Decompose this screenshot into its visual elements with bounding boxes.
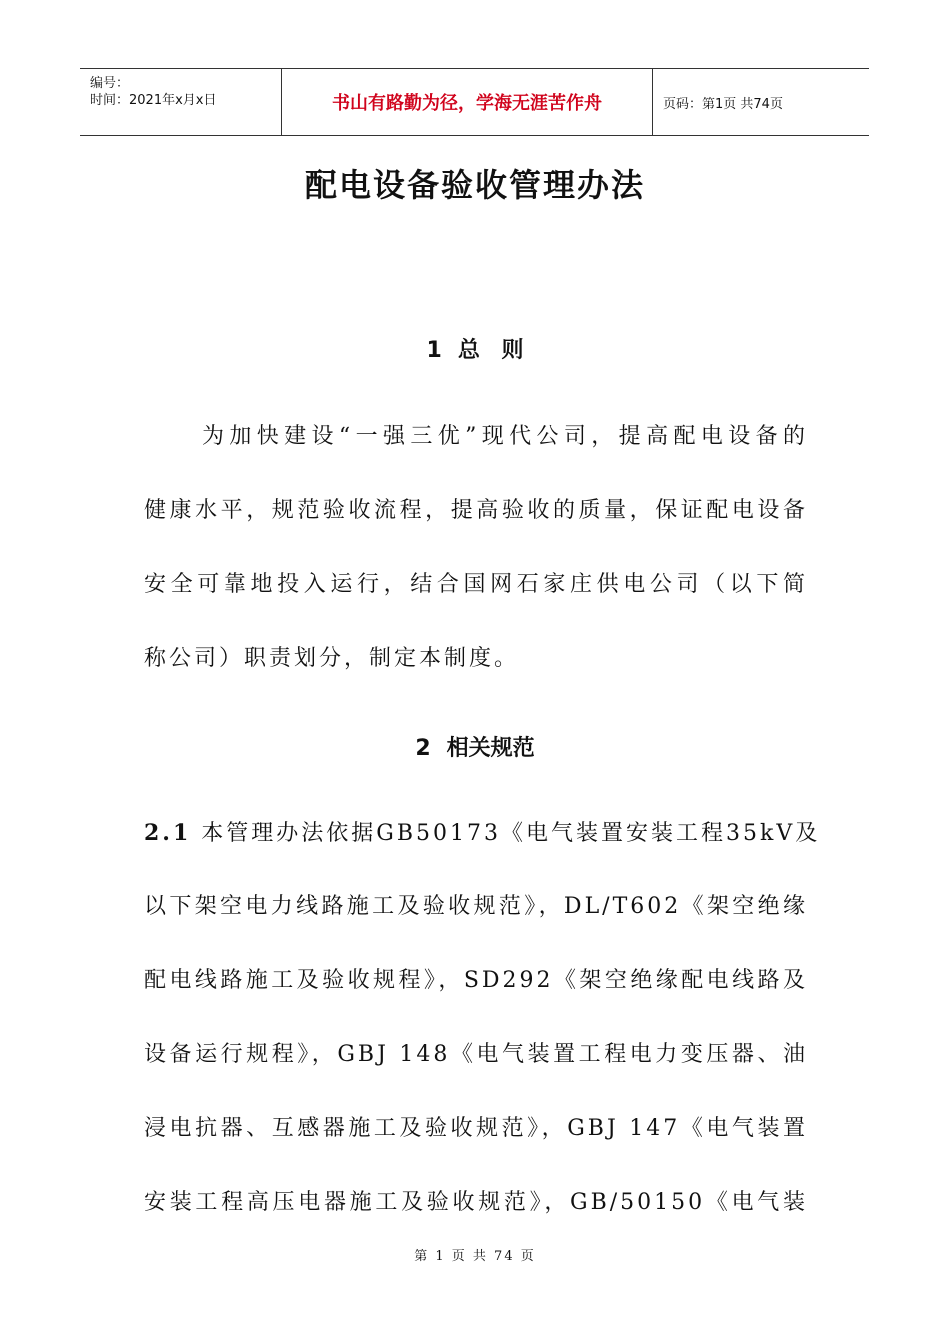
document-title: 配电设备验收管理办法 (304, 166, 645, 204)
paragraph-line (144, 796, 821, 870)
header-page-info: 页码：第1页 共74页 (663, 96, 783, 112)
section-heading-standards (0, 731, 950, 762)
section-number: 2 (415, 736, 431, 761)
header-info-cell (80, 69, 282, 135)
header-motto: 书山有路勤为径，学海无涯苦作舟 (282, 69, 653, 135)
paragraph-line: 设备运行规程》，GBJ 148《电气装置工程电力变压器、油 (144, 1042, 808, 1067)
paragraph-line: 健康水平，规范验收流程，提高验收的质量，保证配电设备 (144, 498, 808, 523)
document-header (80, 68, 869, 136)
header-number-label: 编号： (90, 76, 130, 91)
section-heading-general (0, 333, 950, 364)
header-time-label: 时间：2021年x月x日 (90, 93, 217, 108)
section-number: 1 (426, 338, 442, 363)
section-title: 相关规范 (446, 736, 535, 761)
section-title: 总 则 (457, 338, 524, 363)
page-footer: 第 1 页 共 74 页 (414, 1249, 536, 1264)
clause-number: 2.1 (144, 820, 192, 846)
paragraph-line: 为加快建设“一强三优”现代公司，提高配电设备的 (202, 424, 808, 449)
paragraph-line: 配电线路施工及验收规程》，SD292《架空绝缘配电线路及 (144, 968, 808, 993)
paragraph-line-text: 本管理办法依据GB50173《电气装置安装工程35kV及 (201, 821, 821, 846)
paragraph-line: 以下架空电力线路施工及验收规范》，DL/T602《架空绝缘 (144, 894, 808, 919)
paragraph-line: 浸电抗器、互感器施工及验收规范》，GBJ 147《电气装置 (144, 1116, 808, 1141)
paragraph-line: 安装工程高压电器施工及验收规范》，GB/50150《电气装 (144, 1190, 808, 1215)
paragraph-standards (144, 796, 821, 1240)
paragraph-line: 称公司）职责划分，制定本制度。 (144, 646, 520, 671)
paragraph-general (144, 400, 808, 696)
paragraph-line: 安全可靠地投入运行，结合国网石家庄供电公司（以下简 (144, 572, 808, 597)
